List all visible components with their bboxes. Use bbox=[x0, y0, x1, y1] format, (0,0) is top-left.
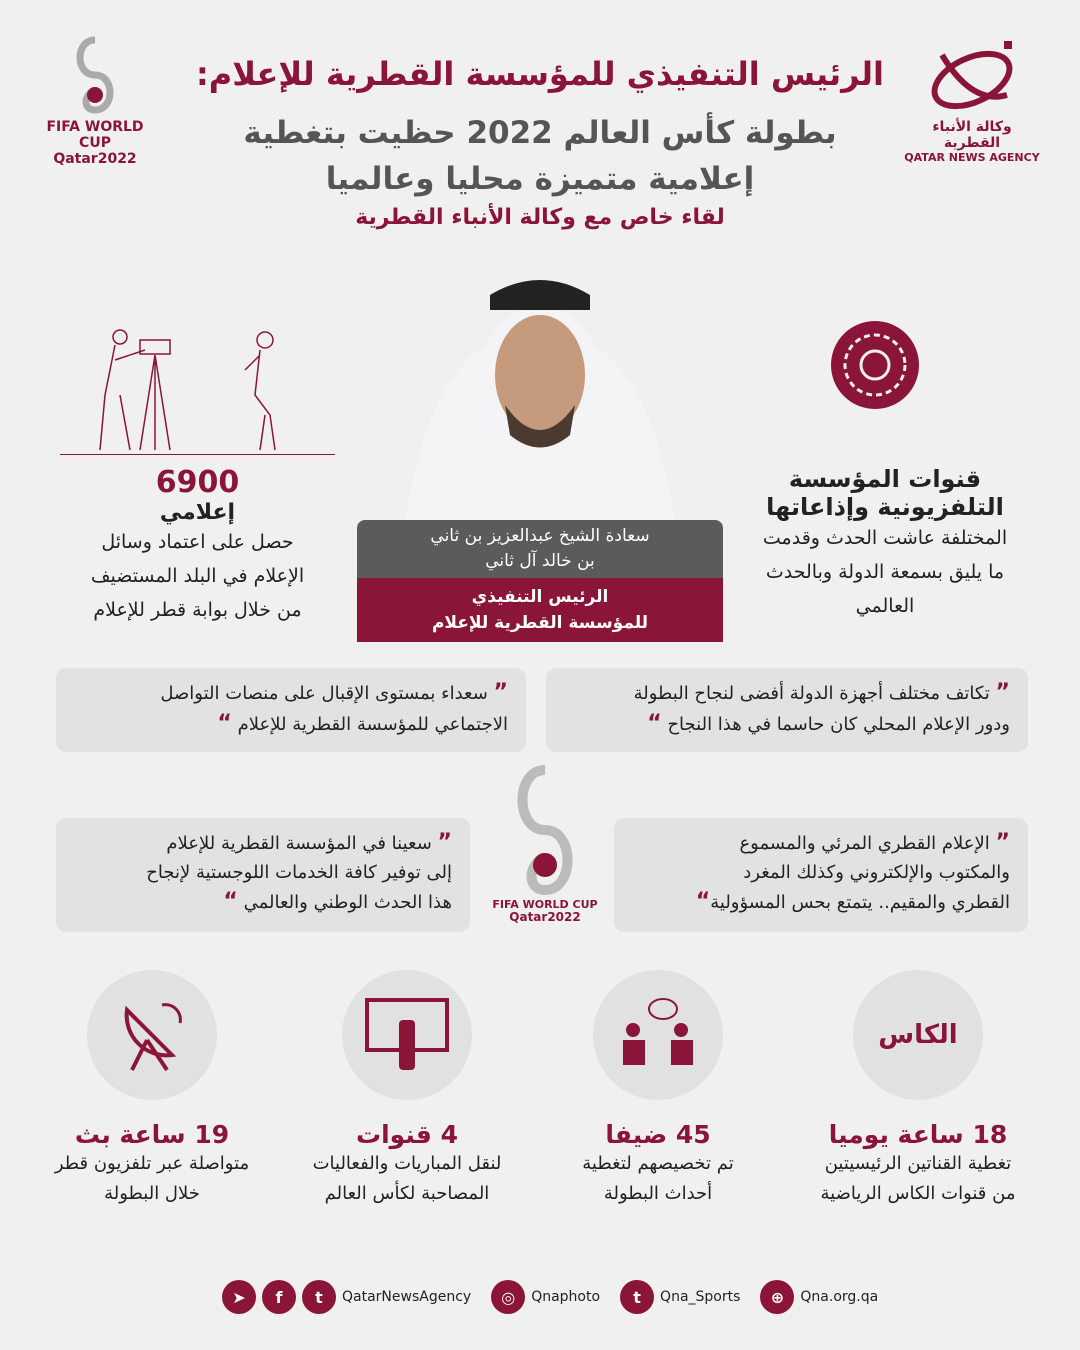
stat-broadcast bbox=[27, 970, 277, 1209]
qna-logo bbox=[902, 35, 1042, 164]
quote-text: ودور الإعلام المحلي كان حاسما في هذا النجاح bbox=[667, 714, 1010, 735]
channels-stat bbox=[730, 465, 1040, 623]
social-handle[interactable]: Qna_Sports bbox=[660, 1289, 741, 1305]
alkass-icon bbox=[853, 970, 983, 1100]
quote-card bbox=[614, 818, 1028, 932]
quote-open-icon: ” bbox=[437, 830, 452, 855]
name-line: بن خالد آل ثاني bbox=[485, 551, 595, 571]
quote-open-icon: ” bbox=[995, 830, 1010, 855]
tv-remote-icon bbox=[342, 970, 472, 1100]
stat-title: التلفزيونية وإذاعاتها bbox=[766, 493, 1004, 521]
stat-title: 4 قنوات bbox=[355, 1120, 459, 1149]
quote-text: القطري والمقيم.. يتمتع بحس المسؤولية bbox=[710, 892, 1010, 913]
qmc-emblem bbox=[828, 318, 923, 417]
globe-icon[interactable]: ⊕ bbox=[760, 1280, 794, 1314]
quote-line bbox=[74, 709, 508, 740]
cameraman-illustration bbox=[60, 325, 335, 455]
person-photo bbox=[365, 265, 715, 525]
stat-text: من خلال بوابة قطر للإعلام bbox=[93, 599, 302, 621]
quote-card bbox=[546, 668, 1028, 752]
journalists-stat bbox=[55, 465, 340, 627]
social-handle[interactable]: Qnaphoto bbox=[531, 1289, 601, 1305]
quote-close-icon: “ bbox=[647, 711, 662, 736]
fifa-text: Qatar2022 bbox=[53, 151, 137, 167]
quote-close-icon: “ bbox=[695, 889, 711, 914]
quote-line bbox=[564, 678, 1010, 709]
stat-number: 6900 bbox=[155, 465, 240, 500]
name-line: سعادة الشيخ عبدالعزيز بن ثاني bbox=[430, 526, 650, 546]
fifa-text: FIFA WORLD CUP bbox=[492, 898, 598, 911]
quote-line bbox=[564, 709, 1010, 740]
camera-crew-icon bbox=[60, 325, 335, 453]
stat-title: 45 ضيفا bbox=[605, 1120, 711, 1149]
quote-card bbox=[56, 668, 526, 752]
social-handle[interactable]: QatarNewsAgency bbox=[342, 1289, 472, 1305]
quote-close-icon: “ bbox=[217, 711, 232, 736]
tagline: لقاء خاص مع وكالة الأنباء القطرية bbox=[355, 205, 725, 230]
quote-open-icon: ” bbox=[995, 680, 1010, 705]
website-link[interactable]: Qna.org.qa bbox=[800, 1289, 879, 1305]
quote-open-icon: ” bbox=[493, 680, 508, 705]
quote-text: سعينا في المؤسسة القطرية للإعلام bbox=[166, 833, 432, 854]
stat-text: ما يليق بسمعة الدولة وبالحدث bbox=[765, 561, 1005, 583]
person-name-box bbox=[357, 520, 723, 642]
stat-text: من قنوات الكاس الرياضية bbox=[820, 1183, 1016, 1204]
fifa-trophy-icon bbox=[75, 35, 115, 115]
social-footer bbox=[222, 1280, 892, 1314]
role-line: الرئيس التنفيذي bbox=[471, 587, 609, 607]
stat-text: تم تخصيصهم لتغطية bbox=[582, 1153, 734, 1174]
twitter-icon[interactable]: t bbox=[620, 1280, 654, 1314]
stat-text: خلال البطولة bbox=[104, 1183, 200, 1204]
quote-line bbox=[74, 678, 508, 709]
stat-channels bbox=[282, 970, 532, 1209]
stat-text: تغطية القناتين الرئيسيتين bbox=[824, 1153, 1012, 1174]
role-line: للمؤسسة القطرية للإعلام bbox=[431, 613, 649, 633]
subtitle-line: إعلامية متميزة محليا وعالميا bbox=[325, 161, 755, 197]
person-name bbox=[357, 520, 723, 578]
quote-card bbox=[56, 818, 470, 932]
quote-text: الاجتماعي للمؤسسة القطرية للإعلام bbox=[237, 714, 508, 735]
facebook-icon[interactable]: f bbox=[262, 1280, 296, 1314]
alkass-logo-text: الكاس bbox=[878, 1020, 958, 1050]
quote-text: والمكتوب والإلكتروني وكذلك المغرد bbox=[743, 862, 1010, 883]
quote-text: تكاتف مختلف أجهزة الدولة أفضى لنجاح البطولة bbox=[633, 683, 990, 704]
portrait-photo bbox=[365, 265, 715, 525]
stat-text: لنقل المباريات والفعاليات bbox=[312, 1153, 502, 1174]
stat-text: حصل على اعتماد وسائل bbox=[101, 531, 294, 553]
stat-text: الإعلام في البلد المستضيف bbox=[90, 565, 305, 587]
fifa-logo bbox=[30, 35, 160, 167]
instagram-icon[interactable]: ◎ bbox=[491, 1280, 525, 1314]
main-title: الرئيس التنفيذي للمؤسسة القطرية للإعلام: bbox=[195, 55, 885, 93]
stat-text: العالمي bbox=[855, 595, 915, 617]
qna-emblem-icon bbox=[922, 35, 1022, 115]
stat-guests bbox=[533, 970, 783, 1209]
satellite-dish-icon bbox=[87, 970, 217, 1100]
person-role bbox=[357, 578, 723, 642]
stat-text: المصاحبة لكأس العالم bbox=[324, 1183, 490, 1204]
stat-text: متواصلة عبر تلفزيون قطر bbox=[54, 1153, 250, 1174]
fifa-text: FIFA WORLD CUP bbox=[46, 119, 144, 151]
quote-text: سعداء بمستوى الإقبال على منصات التواصل bbox=[160, 683, 488, 704]
qna-name-ar: وكالة الأنباء القطرية bbox=[932, 119, 1012, 151]
interview-icon bbox=[593, 970, 723, 1100]
stat-label: إعلامي bbox=[159, 500, 236, 525]
stat-title: 19 ساعة بث bbox=[74, 1120, 230, 1149]
stat-alkass bbox=[793, 970, 1043, 1209]
stat-title: 18 ساعة يوميا bbox=[828, 1120, 1008, 1149]
quote-text: هذا الحدث الوطني والعالمي bbox=[243, 892, 452, 913]
subtitle bbox=[200, 110, 880, 202]
twitter-icon[interactable]: t bbox=[302, 1280, 336, 1314]
fifa-center-logo bbox=[490, 765, 600, 924]
quote-text: الإعلام القطري المرئي والمسموع bbox=[739, 833, 990, 854]
stat-text: أحداث البطولة bbox=[603, 1183, 713, 1204]
quote-text: إلى توفير كافة الخدمات اللوجستية لإنجاح bbox=[146, 862, 452, 883]
quote-close-icon: “ bbox=[223, 889, 238, 914]
stat-title: قنوات المؤسسة bbox=[788, 465, 982, 493]
qna-name-en: QATAR NEWS AGENCY bbox=[904, 151, 1040, 164]
ornament-icon bbox=[828, 318, 923, 413]
stat-text: المختلفة عاشت الحدث وقدمت bbox=[762, 527, 1008, 549]
subtitle-line: بطولة كأس العالم 2022 حظيت بتغطية bbox=[243, 115, 837, 151]
fifa-text: Qatar2022 bbox=[509, 910, 581, 924]
fifa-trophy-icon bbox=[515, 765, 575, 895]
telegram-icon[interactable]: ➤ bbox=[222, 1280, 256, 1314]
